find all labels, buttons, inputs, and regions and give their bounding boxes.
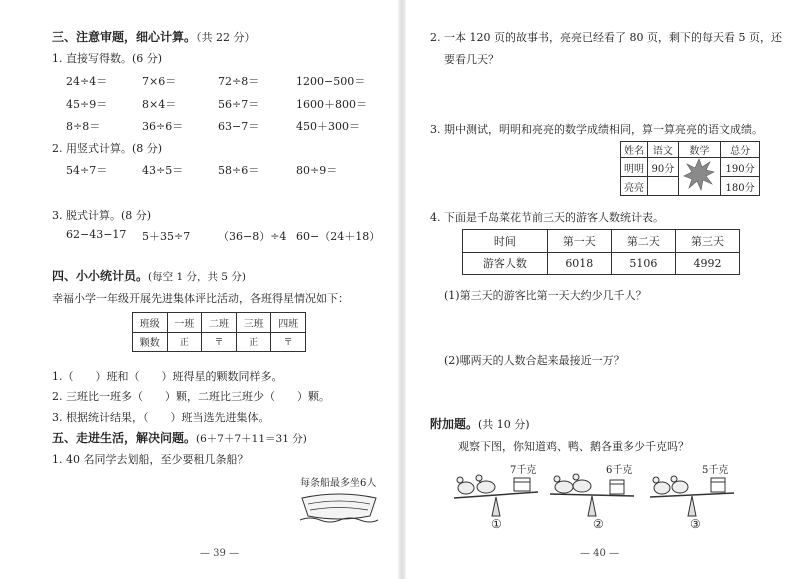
bonus-score: (共 10 分) [478, 418, 530, 431]
table-header-cell: 二班 [202, 313, 237, 333]
score-table [620, 141, 760, 196]
q3-item: 60−（24＋18） [296, 230, 381, 243]
bonus-heading: 附加题。 [430, 417, 479, 431]
tally-mark: 正 [167, 332, 202, 352]
table-header-cell: 四班 [271, 313, 306, 333]
scale-3-illustration [648, 470, 738, 518]
table-cell: 4992 [675, 252, 739, 275]
table-header-cell: 班级 [133, 313, 168, 333]
q4-text: 4. 下面是千岛菜花节前三天的游客人数统计表。 [430, 211, 664, 224]
table-header-cell: 第一天 [547, 230, 611, 253]
table-cell: 180分 [721, 177, 760, 196]
q2-item: 80÷9＝ [296, 164, 338, 177]
table-header-cell: 总分 [721, 142, 760, 158]
q1-item: 1600＋800＝ [296, 98, 367, 111]
q2-item: 43÷5＝ [142, 164, 184, 177]
q1-item: 7×6＝ [142, 75, 177, 88]
q2-text-cont: 要看几天？ [444, 53, 499, 66]
q1-item: 45÷9＝ [66, 98, 108, 111]
section-4-heading: 四、小小统计员。 [52, 269, 149, 283]
section-5-heading: 五、走进生活，解决问题。 [52, 431, 197, 445]
section-4-intro: 幸福小学一年级开展先进集体评比活动，各班得星情况如下： [52, 292, 349, 305]
section-4-q2: 2. 三班比一班多（ ）颗，二班比三班少（ ）颗。 [52, 390, 330, 403]
bonus-title [430, 415, 530, 432]
q3-item: （36−8）÷4 [218, 230, 287, 243]
scale-label: ① [491, 517, 502, 531]
q2-title: 2. 用竖式计算。(8 分) [52, 142, 163, 155]
q1-item: 8÷8＝ [66, 120, 101, 133]
q1-item: 450＋300＝ [296, 120, 360, 133]
table-header-cell: 第二天 [611, 230, 675, 253]
section-4-q1: 1.（ ）班和（ ）班得星的颗数同样多。 [52, 370, 283, 383]
scale-2-illustration [548, 470, 638, 518]
section-3-heading: 三、注意审题，细心计算。 [52, 30, 197, 44]
q1-item: 8×4＝ [142, 98, 177, 111]
q3-item: 62−43−17 [66, 228, 127, 241]
q1-item: 36÷6＝ [142, 120, 184, 133]
table-cell: 190分 [721, 158, 760, 177]
table-cell [648, 177, 679, 196]
table-header-cell: 第三天 [675, 230, 739, 253]
q3-item: 5＋35÷7 [142, 230, 191, 243]
scale-1-illustration [452, 470, 542, 518]
q1-title: 1. 直接写得数。(6 分) [52, 52, 163, 65]
table-header-cell: 一班 [167, 313, 202, 333]
section-5-title [52, 429, 307, 446]
table-header-cell: 时间 [463, 230, 548, 253]
tally-mark: 〒 [202, 332, 237, 352]
scale-weight-label: 7千克 [510, 465, 537, 476]
table-header-cell: 三班 [236, 313, 271, 333]
boat-caption: 每条船最多坐6人 [300, 478, 377, 489]
q1-item: 63−7＝ [218, 120, 260, 133]
table-header-cell: 语文 [648, 142, 679, 158]
q2-item: 54÷7＝ [66, 164, 108, 177]
tally-mark: 〒 [271, 332, 306, 352]
bonus-question: 观察下图，你知道鸡、鸭、鹅各重多少千克吗？ [458, 440, 689, 453]
section-3-score: （共 22 分） [196, 31, 256, 44]
page-number-right: — 40 — [580, 548, 620, 559]
q4-sub1: (1)第三天的游客比第一天大约少几千人？ [444, 289, 647, 302]
table-row-label: 颗数 [133, 332, 168, 352]
section-4-score: (每空 1 分，共 5 分) [148, 271, 246, 283]
scale-label: ③ [690, 517, 701, 531]
table-header-cell: 数学 [678, 142, 721, 158]
table-cell: 游客人数 [463, 252, 548, 275]
section-4-title [52, 267, 246, 284]
table-cell: 5106 [611, 252, 675, 275]
ink-blot-cell [678, 158, 721, 196]
q3-text: 3. 期中测试，明明和亮亮的数学成绩相同，算一算亮亮的语文成绩。 [430, 123, 763, 136]
scale-weight-label: 6千克 [606, 465, 633, 476]
boat-illustration [298, 486, 380, 526]
table-header-cell: 姓名 [621, 142, 648, 158]
tally-mark: 正 [236, 332, 271, 352]
scale-label: ② [593, 517, 604, 531]
q2-text: 2. 一本 120 页的故事书，亮亮已经看了 80 页，剩下的每天看 5 页，还 [430, 31, 782, 44]
visitor-table [462, 229, 740, 275]
q1-item: 1200−500＝ [296, 75, 366, 88]
page-gutter [398, 0, 406, 579]
section-5-q1: 1. 40 名同学去划船，至少要租几条船？ [52, 453, 249, 466]
page-number-left: — 39 — [200, 548, 240, 559]
section-3-title [52, 28, 256, 45]
class-star-table [132, 312, 306, 352]
q1-item: 72÷8＝ [218, 75, 260, 88]
q4-sub2: (2)哪两天的人数合起来最接近一万？ [444, 354, 625, 367]
q1-item: 56÷7＝ [218, 98, 260, 111]
ink-blot-icon [683, 158, 715, 192]
table-cell: 6018 [547, 252, 611, 275]
table-cell: 明明 [621, 158, 648, 177]
section-4-q3: 3. 根据统计结果，（ ）班当选先进集体。 [52, 411, 270, 424]
q1-item: 24÷4＝ [66, 75, 108, 88]
table-cell: 亮亮 [621, 177, 648, 196]
q3-title: 3. 脱式计算。(8 分) [52, 209, 152, 222]
section-5-score: (6＋7＋7＋11＝31 分) [196, 433, 307, 445]
table-cell: 90分 [648, 158, 679, 177]
scale-weight-label: 5千克 [702, 465, 729, 476]
q2-item: 58÷6＝ [218, 164, 260, 177]
